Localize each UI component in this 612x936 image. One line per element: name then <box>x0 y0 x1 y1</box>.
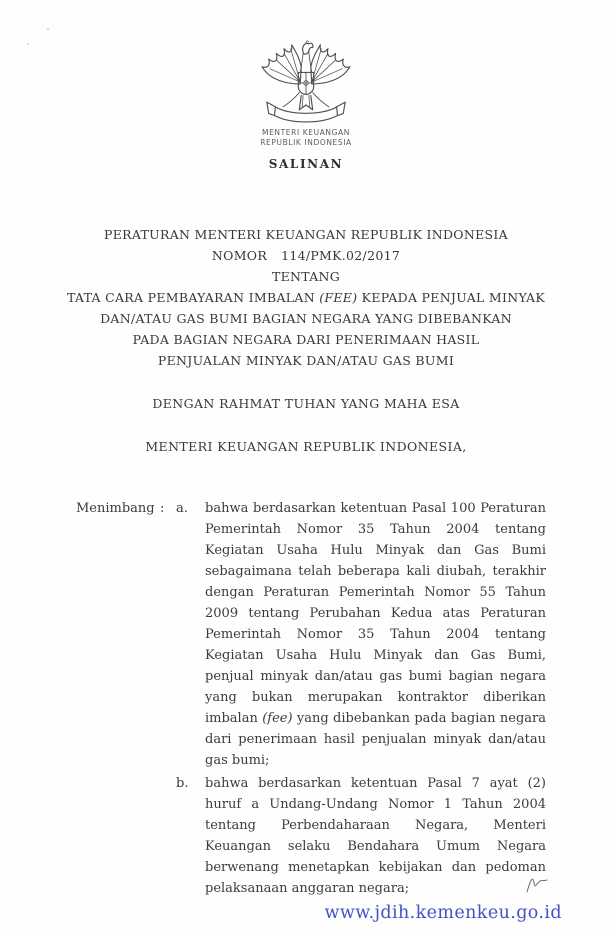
title-line-nomor <box>30 245 582 266</box>
item-text <box>205 498 546 771</box>
ministry-name-line2: REPUBLIK INDONESIA <box>260 138 352 147</box>
subject-text: TATA CARA PEMBAYARAN IMBALAN <box>66 290 320 305</box>
considerations-section <box>76 498 546 899</box>
consideration-item-b <box>176 773 546 899</box>
fee-italic: (fee) <box>262 711 293 726</box>
item-text <box>205 773 546 899</box>
title-subject-line2: DAN/ATAU GAS BUMI BAGIAN NEGARA YANG DIBEBANKAN <box>100 311 512 326</box>
nomor-label: NOMOR <box>211 248 268 263</box>
handwritten-initial-mark <box>524 874 550 896</box>
title-subject-line4: PENJUALAN MINYAK DAN/ATAU GAS BUMI <box>157 353 455 368</box>
jdih-kemenkeu-link[interactable]: www.jdih.kemenkeu.go.id <box>324 903 562 923</box>
invocation-line: DENGAN RAHMAT TUHAN YANG MAHA ESA <box>152 396 460 411</box>
consideration-item-a <box>176 498 546 771</box>
ministry-name-line1: MENTERI KEUANGAN <box>262 128 350 137</box>
title-subject-line1 <box>30 287 582 308</box>
item-marker: a. <box>176 501 188 516</box>
title-line-tentang: TENTANG <box>271 269 341 284</box>
nomor-value: 114/PMK.02/2017 <box>281 248 401 263</box>
item-text-part: bahwa berdasarkan ketentuan Pasal 7 ayat (2) huruf a Undang-Undang Nomor 1 Tahun 2004 tentang Perbendaharaan Negara, Menteri Keuangan selaku Bendahara Umum Negara berwenang menetapkan kebijakan dan pedoman pelaksanaan anggaran negara; <box>205 776 546 896</box>
menimbang-label: Menimbang <box>76 501 155 516</box>
item-text-part: bahwa berdasarkan ketentuan Pasal 100 Peraturan Pemerintah Nomor 35 Tahun 2004 tentang Kegiatan Usaha Hulu Minyak dan Gas Bumi sebagaimana telah beberapa kali diubah, terakhir dengan Peraturan Pemerintah Nomor 55 Tahun 2009 tentang Perubahan Kedua atas Peraturan Pemerintah Nomor 35 Tahun 2004 tentang Kegiatan Usaha Hulu Minyak dan Gas Bumi, penjual minyak dan/atau gas bumi bagian negara yang bukan merupakan kontraktor diberikan imbalan <box>205 501 546 726</box>
regulation-title <box>30 224 582 371</box>
garuda-emblem-icon <box>256 40 356 126</box>
title-subject-line3: PADA BAGIAN NEGARA DARI PENERIMAAN HASIL <box>132 332 480 347</box>
menimbang-colon: : <box>160 501 165 516</box>
salinan-label: SALINAN <box>268 157 344 171</box>
item-text-part: yang dibebankan pada bagian negara dari penerimaan hasil penjualan minyak dan/atau gas bumi; <box>205 711 546 768</box>
item-marker: b. <box>176 776 189 791</box>
title-line-peraturan: PERATURAN MENTERI KEUANGAN REPUBLIK INDONESIA <box>104 227 508 242</box>
document-header <box>0 40 612 171</box>
subject-text: KEPADA PENJUAL MINYAK <box>357 290 546 305</box>
scan-speck <box>47 28 49 30</box>
authority-line: MENTERI KEUANGAN REPUBLIK INDONESIA, <box>145 439 467 454</box>
subject-fee-italic: (FEE) <box>319 290 358 305</box>
considerations-list <box>176 498 546 899</box>
